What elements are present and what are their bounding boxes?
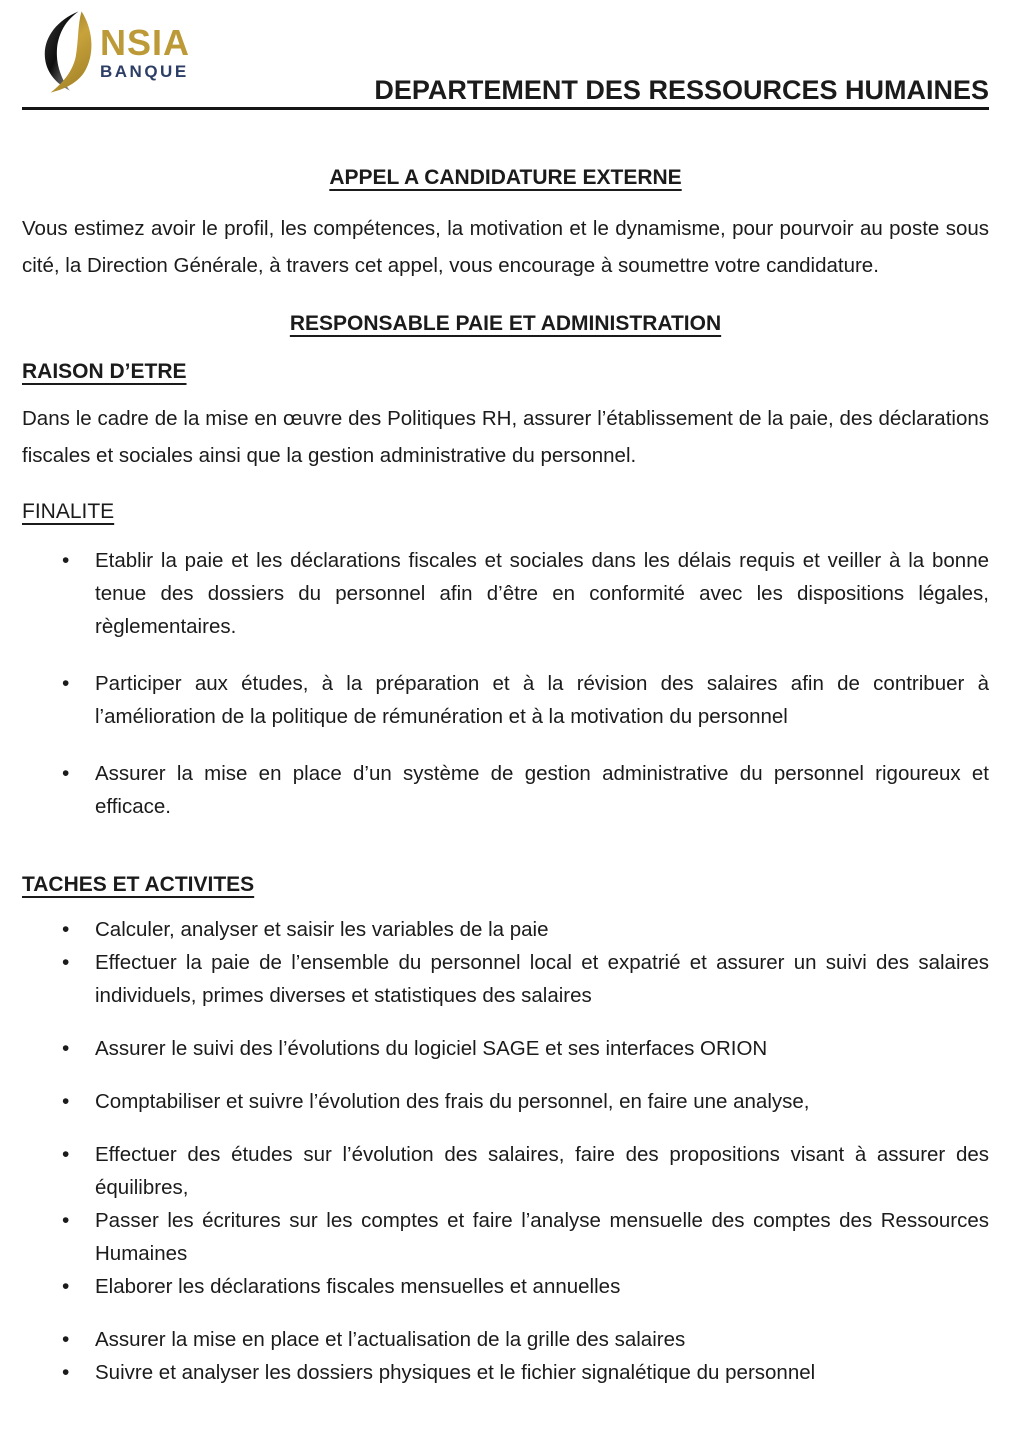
list-item: • Effectuer la paie de l’ensemble du personnel local et expatrié et assurer un suivi des salaires individuels, primes diverses et statistiques des salaires	[95, 946, 989, 1012]
list-item: • Comptabiliser et suivre l’évolution des frais du personnel, en faire une analyse,	[95, 1085, 989, 1118]
announcement-title: APPEL A CANDIDATURE EXTERNE	[329, 166, 682, 189]
list-item: • Elaborer les déclarations fiscales mensuelles et annuelles	[95, 1270, 989, 1303]
logo-brand-subname: BANQUE	[100, 61, 189, 81]
list-item: • Assurer la mise en place d’un système de gestion administrative du personnel rigoureux et efficace.	[95, 757, 989, 823]
list-item: • Calculer, analyser et saisir les variables de la paie	[95, 913, 989, 946]
nsia-banque-logo	[38, 10, 190, 94]
list-item: • Effectuer des études sur l’évolution des salaires, faire des propositions visant à assurer des équilibres,	[95, 1138, 989, 1204]
section-heading-taches: TACHES ET ACTIVITES	[22, 873, 255, 896]
logo-wordmark	[100, 21, 191, 81]
section-heading-finalite: FINALITE	[22, 500, 115, 523]
list-item: • Suivre et analyser les dossiers physiques et le fichier signalétique du personnel	[95, 1356, 989, 1389]
page-header	[22, 10, 989, 110]
list-item: • Participer aux études, à la préparation et à la révision des salaires afin de contribuer à l’amélioration de la politique de rémunération et à la motivation du personnel	[95, 667, 989, 733]
taches-list	[22, 913, 989, 1389]
raison-detre-paragraph: Dans le cadre de la mise en œuvre des Politiques RH, assurer l’établissement de la paie, des déclarations fiscales et sociales ainsi que la gestion administrative du personnel.	[22, 407, 989, 467]
list-item: • Etablir la paie et les déclarations fiscales et sociales dans les délais requis et veiller à la bonne tenue des dossiers du personnel afin d’être en conformité avec les dispositions légales, règlementaires.	[95, 544, 989, 643]
position-title: RESPONSABLE PAIE ET ADMINISTRATION	[289, 312, 722, 335]
department-title: DEPARTEMENT DES RESSOURCES HUMAINES	[374, 75, 989, 105]
intro-paragraph: Vous estimez avoir le profil, les compétences, la motivation et le dynamisme, pour pourvoir au poste sous cité, la Direction Générale, à travers cet appel, vous encourage à soumettre votre candidature.	[22, 217, 989, 277]
logo-brand-name: NSIA	[100, 21, 191, 63]
list-item: • Assurer le suivi des l’évolutions du logiciel SAGE et ses interfaces ORION	[95, 1032, 989, 1065]
finalite-list	[22, 544, 989, 823]
list-item: • Assurer la mise en place et l’actualisation de la grille des salaires	[95, 1323, 989, 1356]
nsia-swoosh-icon	[38, 10, 96, 94]
list-item: • Passer les écritures sur les comptes et faire l’analyse mensuelle des comptes des Ressources Humaines	[95, 1204, 989, 1270]
section-heading-raison-detre: RAISON D’ETRE	[22, 360, 187, 383]
